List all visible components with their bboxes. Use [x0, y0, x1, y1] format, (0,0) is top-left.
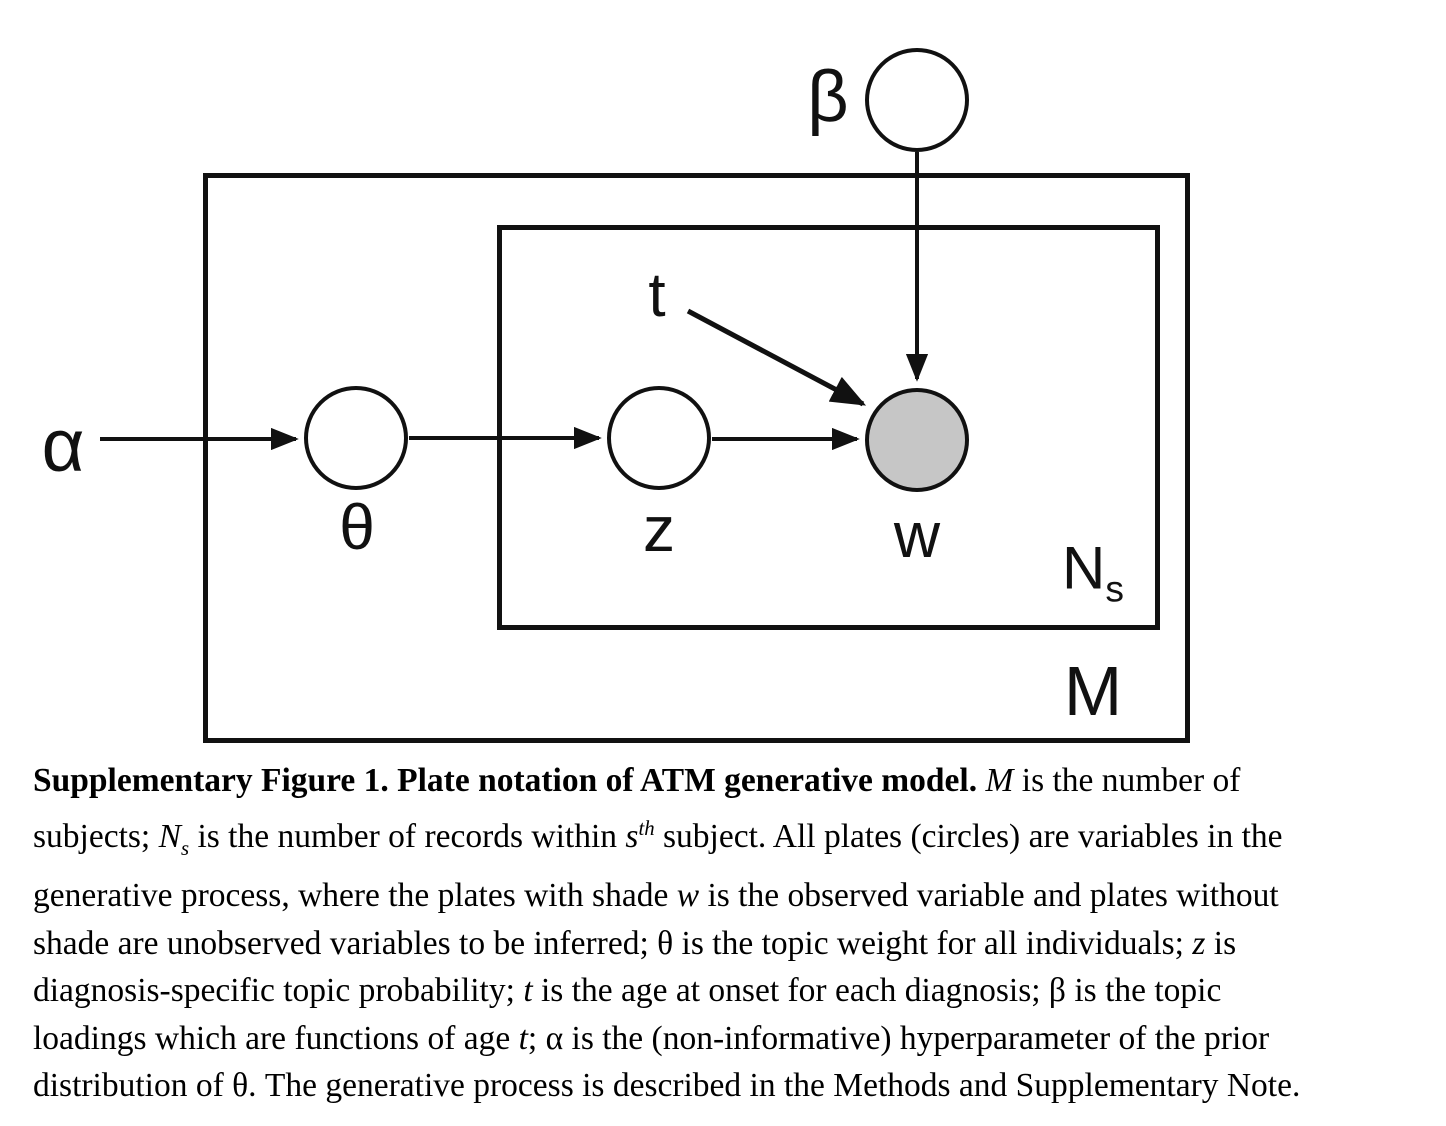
label-alpha: α [41, 404, 85, 487]
node-beta-circle [865, 48, 969, 152]
label-beta: β [807, 57, 849, 137]
label-z: z [643, 493, 675, 565]
figure-caption [33, 757, 1428, 1110]
node-theta-circle [304, 386, 408, 490]
caption-line: diagnosis-specific topic probability; t is the age at onset for each diagnosis; β is the topic [33, 972, 1222, 1010]
label-plate-Ns-sub: s [1105, 567, 1124, 610]
caption-line: Supplementary Figure 1. Plate notation of ATM generative model. M is the number of [33, 762, 1241, 799]
caption-line: loadings which are functions of age t; α is the (non-informative) hyperparameter of the prior [33, 1019, 1270, 1057]
caption-line: distribution of θ. The generative process is described in the Methods and Supplementary Note. [33, 1067, 1301, 1105]
plate-records-Ns [497, 225, 1160, 630]
node-z-circle [607, 386, 711, 490]
caption-line: generative process, where the plates with shade w is the observed variable and plates without [33, 877, 1279, 915]
label-plate-Ns [1062, 534, 1124, 610]
label-t: t [648, 261, 666, 330]
label-w: w [893, 499, 941, 571]
caption-line: subjects; $N_s$ is the number of records within $s^{th}$ subject. All plates (circles) are variables in the [33, 816, 1283, 860]
label-plate-Ns-base: N [1062, 534, 1106, 602]
label-theta: θ [339, 491, 375, 563]
label-plate-M: M [1063, 652, 1123, 730]
node-w-circle [865, 388, 969, 492]
caption-line: shade are unobserved variables to be inferred; θ is the topic weight for all individuals; z is [33, 924, 1237, 962]
